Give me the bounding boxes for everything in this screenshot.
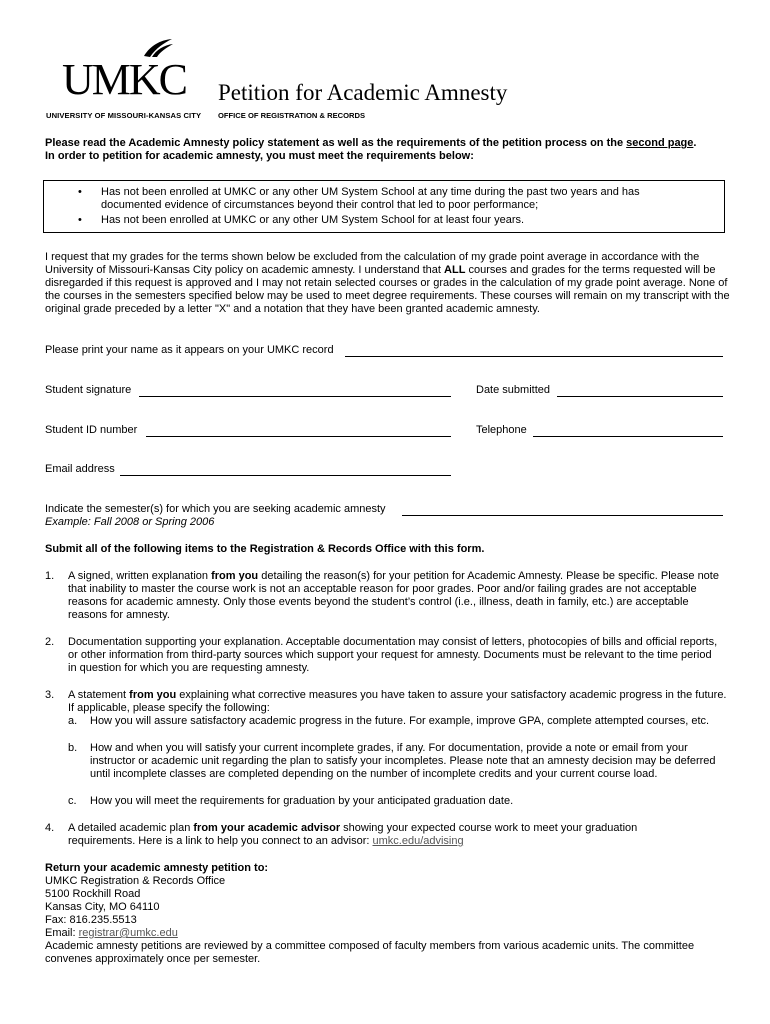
item-3c-letter: c. [68,795,77,807]
return-email-label: Email: [45,927,79,939]
bullet-icon: • [78,186,82,198]
office-name: OFFICE OF REGISTRATION & RECORDS [218,111,366,120]
item-3-post: explaining what corrective measures you have taken to assure your satisfactory academic progress in the future. If applicable, please specify the following: [68,689,727,714]
email-field[interactable] [120,475,451,476]
request-paragraph [45,251,730,316]
umkc-logo [56,38,206,114]
intro-line1-post: . [693,137,697,149]
return-street: 5100 Rockhill Road [45,888,141,900]
item-4-post: showing your expected course work to meet your graduation requirements. Here is a link to help you connect to an advisor: [68,822,638,847]
second-page-link[interactable]: second page [626,137,694,149]
item-1-bold: from you [211,570,259,582]
return-heading: Return your academic amnesty petition to: [45,862,269,874]
date-field[interactable] [557,396,723,397]
intro-text [45,137,735,163]
item-4-pre: A detailed academic plan [68,822,194,834]
item-3 [68,689,728,715]
page-title: Petition for Academic Amnesty [218,80,508,105]
item-1-pre: A signed, written explanation [68,570,212,582]
item-4 [68,822,678,848]
item-3a-letter: a. [68,715,78,727]
semester-field[interactable] [402,515,723,516]
submit-heading: Submit all of the following items to the Registration & Records Office with this form. [45,543,485,555]
request-bold: ALL [444,264,466,276]
advising-link[interactable]: umkc.edu/advising [372,835,464,847]
semester-label: Indicate the semester(s) for which you are seeking academic amnesty [45,503,386,515]
return-city: Kansas City, MO 64110 [45,901,160,913]
semester-example: Example: Fall 2008 or Spring 2006 [45,516,215,528]
university-name: UNIVERSITY OF MISSOURI-KANSAS CITY [46,111,202,120]
name-field[interactable] [345,356,723,357]
signature-field[interactable] [139,396,451,397]
registrar-email-link[interactable]: registrar@umkc.edu [78,927,178,939]
item-3-bold: from you [129,689,177,701]
return-office: UMKC Registration & Records Office [45,875,226,887]
requirement-1: Has not been enrolled at UMKC or any other UM System School at any time during the past two years and has documented evidence of circumstances beyond their control that led to poor performance; [101,186,640,211]
name-label: Please print your name as it appears on your UMKC record [45,344,334,356]
item-3c: How you will meet the requirements for graduation by your anticipated graduation date. [90,795,514,807]
telephone-field[interactable] [533,436,723,437]
item-4-number: 4. [45,822,55,834]
return-fax: Fax: 816.235.5513 [45,914,137,926]
item-2-number: 2. [45,636,55,648]
intro-line2: In order to petition for academic amnesty, you must meet the requirements below: [45,150,474,162]
bullet-icon: • [78,214,82,226]
logo-wordmark: UMKC [62,55,187,104]
item-3-number: 3. [45,689,55,701]
item-1-post: detailing the reason(s) for your petition for Academic Amnesty. Please be specific. Please note that inability to master the course work is not an acceptable reason for poor grades. Poor and/or failing grades are not acceptable reasons for academic amnesty. Only those events beyond the student’s control (i.e., illness, death in family, etc.) are acceptable reasons for amnesty. [68,570,719,621]
item-1 [68,570,728,622]
requirement-2: Has not been enrolled at UMKC or any other UM System School for at least four years. [101,214,525,226]
committee-note: Academic amnesty petitions are reviewed by a committee composed of faculty members from various academic units. The committee convenes approximately once per semester. [45,940,695,965]
request-pre: I request that my grades for the terms shown below be excluded from the calculation of my grade point average in accordance with the University of Missouri-Kansas City policy on academic amnesty. I understand that [45,251,700,276]
telephone-label: Telephone [476,424,527,436]
return-section [45,862,735,966]
item-3b-letter: b. [68,742,78,754]
item-2: Documentation supporting your explanation. Acceptable documentation may consist of letters, photocopies of bills and official reports, or other information from third-party sources which support your request for amnesty. Documents must be relevant to the time period in question for which you are requesting amnesty. [68,636,718,674]
request-post: courses and grades for the terms requested will be disregarded if this request is approved and I may not retain selected courses or grades in the calculation of my grade point average. None of the courses in the semesters specified below may be used to meet degree requirements. These courses will remain on my transcript with the original grade preceded by a letter "X" and a notation that they have been granted academic amnesty. [45,264,730,315]
item-3a: How you will assure satisfactory academic progress in the future. For example, improve GPA, complete attempted courses, etc. [90,715,710,727]
email-label: Email address [45,463,115,475]
signature-label: Student signature [45,384,132,396]
date-label: Date submitted [476,384,550,396]
student-id-label: Student ID number [45,424,138,436]
item-4-bold: from your academic advisor [193,822,341,834]
student-id-field[interactable] [146,436,451,437]
intro-line1-pre: Please read the Academic Amnesty policy statement as well as the requirements of the petition process on the [45,137,627,149]
item-3b: How and when you will satisfy your current incomplete grades, if any. For documentation, provide a note or email from your instructor or academic unit regarding the plan to satisfy your incompletes. Please note that an amnesty decision may be deferred until incomplete classes are completed depending on the number of incomplete credits and your current course load. [90,742,716,780]
item-1-number: 1. [45,570,55,582]
item-3-pre: A statement [68,689,130,701]
return-email-line [45,927,735,940]
